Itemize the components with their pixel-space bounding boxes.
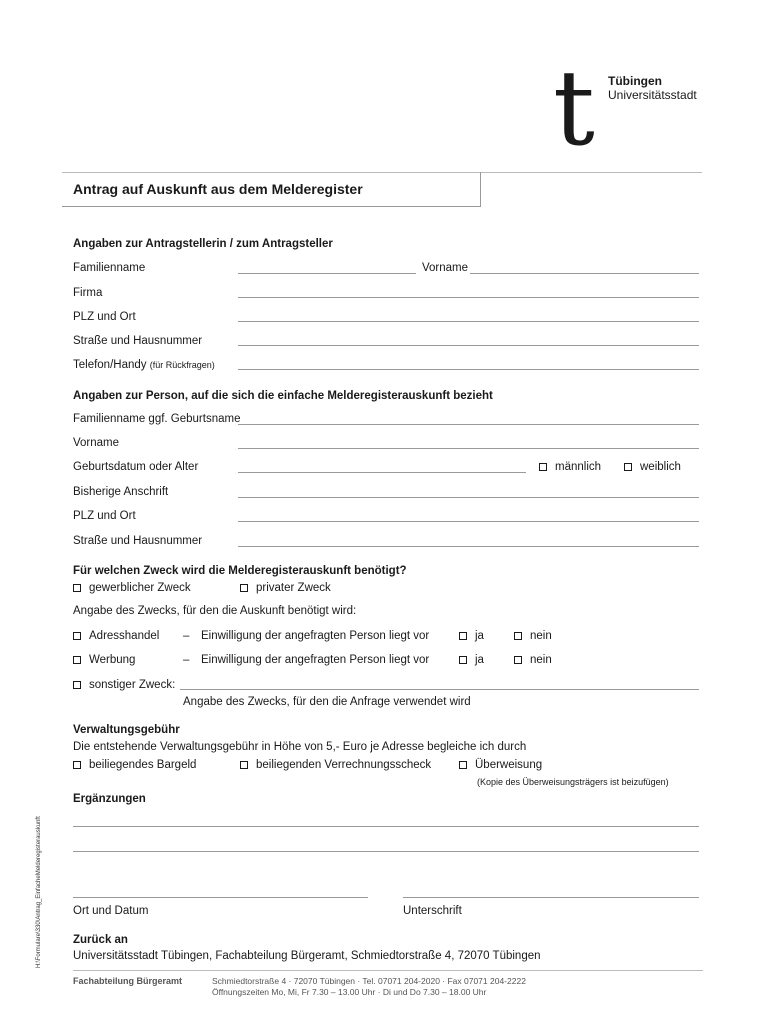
label-geburtsdatum: Geburtsdatum oder Alter bbox=[73, 461, 199, 473]
label-telefon bbox=[73, 359, 215, 371]
gebuehr-text: Die entstehende Verwaltungsgebühr in Höhe von 5,- Euro je Adresse begleiche ich durch bbox=[73, 741, 527, 753]
field-sonstiger[interactable] bbox=[180, 689, 699, 690]
field-ort-datum[interactable] bbox=[73, 897, 368, 898]
section1-heading: Angaben zur Antragstellerin / zum Antragsteller bbox=[73, 238, 333, 250]
label-strasse: Straße und Hausnummer bbox=[73, 335, 203, 347]
label-angabe-anfrage: Angabe des Zwecks, für den die Anfrage verwendet wird bbox=[183, 696, 471, 708]
einwilligung-1: Einwilligung der angefragten Person liegt vor bbox=[201, 630, 430, 642]
checkbox-gewerblich-label: gewerblicher Zweck bbox=[89, 582, 191, 594]
footer-rule bbox=[73, 970, 703, 971]
field-anschrift[interactable] bbox=[238, 497, 699, 498]
checkbox-icon bbox=[514, 656, 522, 664]
field-unterschrift[interactable] bbox=[403, 897, 699, 898]
checkbox-ueberweisung[interactable] bbox=[459, 759, 542, 771]
section2-heading: Angaben zur Person, auf die sich die einfache Melderegisterauskunft bezieht bbox=[73, 390, 493, 402]
label-telefon-note: (für Rückfragen) bbox=[149, 360, 215, 370]
logo-line-2: Universitätsstadt bbox=[608, 88, 697, 102]
field-firma[interactable] bbox=[238, 297, 699, 298]
checkbox-icon bbox=[624, 463, 632, 471]
checkbox-bargeld[interactable] bbox=[73, 759, 196, 771]
zurueck-heading: Zurück an bbox=[73, 934, 128, 946]
label-p-strasse: Straße und Hausnummer bbox=[73, 535, 203, 547]
label-p-familienname: Familienname ggf. Geburtsname bbox=[73, 413, 241, 425]
checkbox-adresshandel[interactable] bbox=[73, 630, 159, 642]
checkbox-nein-2[interactable] bbox=[514, 654, 552, 666]
field-p-plz[interactable] bbox=[238, 521, 699, 522]
logo-text bbox=[608, 74, 697, 102]
footer-line-2: Öffnungszeiten Mo, Mi, Fr 7.30 – 13.00 Uhr · Di und Do 7.30 – 18.00 Uhr bbox=[212, 987, 487, 997]
checkbox-gewerblich[interactable] bbox=[73, 582, 191, 594]
field-ergaenzungen-2[interactable] bbox=[73, 851, 699, 852]
field-strasse[interactable] bbox=[238, 345, 699, 346]
checkbox-werbung[interactable] bbox=[73, 654, 135, 666]
footer-line-1: Schmiedtorstraße 4 · 72070 Tübingen · Tel. 07071 204-2020 · Fax 07071 204-2222 bbox=[212, 976, 526, 986]
checkbox-werbung-label: Werbung bbox=[89, 654, 136, 666]
label-familienname: Familienname bbox=[73, 262, 146, 274]
kopie-note: (Kopie des Überweisungsträgers ist beizufügen) bbox=[477, 777, 669, 787]
checkbox-adresshandel-label: Adresshandel bbox=[89, 630, 160, 642]
label-ort-datum: Ort und Datum bbox=[73, 905, 149, 917]
checkbox-icon bbox=[459, 761, 467, 769]
checkbox-ja-2[interactable] bbox=[459, 654, 484, 666]
checkbox-weiblich[interactable] bbox=[624, 461, 681, 473]
checkbox-sonstiger-label: sonstiger Zweck: bbox=[89, 679, 176, 691]
checkbox-bargeld-label: beiliegendes Bargeld bbox=[89, 759, 197, 771]
label-vorname: Vorname bbox=[422, 262, 469, 274]
field-familienname[interactable] bbox=[238, 273, 416, 274]
section4-heading: Verwaltungsgebühr bbox=[73, 724, 180, 736]
checkbox-scheck[interactable] bbox=[240, 759, 431, 771]
checkbox-scheck-label: beiliegenden Verrechnungsscheck bbox=[256, 759, 432, 771]
checkbox-ja-1[interactable] bbox=[459, 630, 484, 642]
checkbox-weiblich-label: weiblich bbox=[640, 461, 681, 473]
checkbox-icon bbox=[514, 632, 522, 640]
checkbox-icon bbox=[539, 463, 547, 471]
checkbox-ja-1-label: ja bbox=[475, 630, 484, 642]
checkbox-icon bbox=[240, 584, 248, 592]
checkbox-icon bbox=[73, 632, 81, 640]
side-file-path: H:\Formulare\330\Antrag_EinfacheMelderegisterauskunft bbox=[36, 816, 42, 968]
section5-heading: Ergänzungen bbox=[73, 793, 146, 805]
checkbox-ueberweisung-label: Überweisung bbox=[475, 759, 543, 771]
field-p-familienname[interactable] bbox=[238, 424, 699, 425]
footer-dept: Fachabteilung Bürgeramt bbox=[73, 976, 183, 986]
checkbox-icon bbox=[459, 656, 467, 664]
checkbox-nein-1-label: nein bbox=[530, 630, 552, 642]
field-p-vorname[interactable] bbox=[238, 448, 699, 449]
dash-1: – bbox=[183, 630, 190, 642]
checkbox-icon bbox=[73, 681, 81, 689]
label-firma: Firma bbox=[73, 287, 103, 299]
checkbox-privat[interactable] bbox=[240, 582, 331, 594]
checkbox-icon bbox=[240, 761, 248, 769]
zurueck-address: Universitätsstadt Tübingen, Fachabteilung Bürgeramt, Schmiedtorstraße 4, 72070 Tübingen bbox=[73, 950, 541, 962]
label-p-vorname: Vorname bbox=[73, 437, 120, 449]
field-vorname[interactable] bbox=[470, 273, 699, 274]
einwilligung-2: Einwilligung der angefragten Person liegt vor bbox=[201, 654, 430, 666]
label-p-plz: PLZ und Ort bbox=[73, 510, 136, 522]
checkbox-icon bbox=[459, 632, 467, 640]
checkbox-ja-2-label: ja bbox=[475, 654, 484, 666]
checkbox-maennlich[interactable] bbox=[539, 461, 601, 473]
field-p-strasse[interactable] bbox=[238, 546, 699, 547]
checkbox-maennlich-label: männlich bbox=[555, 461, 602, 473]
checkbox-icon bbox=[73, 656, 81, 664]
label-telefon-text: Telefon/Handy bbox=[73, 359, 147, 371]
checkbox-nein-1[interactable] bbox=[514, 630, 552, 642]
checkbox-privat-label: privater Zweck bbox=[256, 582, 331, 594]
checkbox-nein-2-label: nein bbox=[530, 654, 552, 666]
label-plz: PLZ und Ort bbox=[73, 311, 136, 323]
label-unterschrift: Unterschrift bbox=[403, 905, 462, 917]
checkbox-icon bbox=[73, 761, 81, 769]
logo-line-1: Tübingen bbox=[608, 74, 662, 88]
field-ergaenzungen-1[interactable] bbox=[73, 826, 699, 827]
checkbox-icon bbox=[73, 584, 81, 592]
field-geburtsdatum[interactable] bbox=[238, 472, 526, 473]
label-anschrift: Bisherige Anschrift bbox=[73, 486, 169, 498]
section3-heading: Für welchen Zweck wird die Melderegisterauskunft benötigt? bbox=[73, 565, 407, 577]
label-angabe-zweck: Angabe des Zwecks, für den die Auskunft benötigt wird: bbox=[73, 605, 357, 617]
logo-letter: t bbox=[553, 47, 595, 169]
page-title: Antrag auf Auskunft aus dem Melderegister bbox=[73, 181, 363, 197]
dash-2: – bbox=[183, 654, 190, 666]
field-telefon[interactable] bbox=[238, 369, 699, 370]
checkbox-sonstiger[interactable] bbox=[73, 679, 175, 691]
field-plz[interactable] bbox=[238, 321, 699, 322]
